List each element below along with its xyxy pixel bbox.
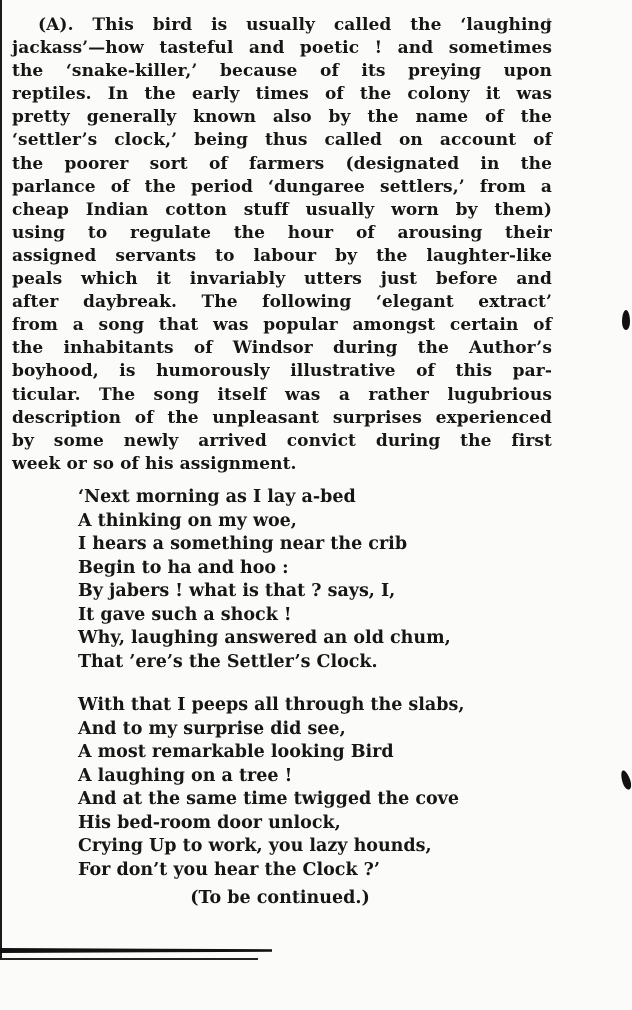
verse-line: Why, laughing answered an old chum, xyxy=(78,628,451,648)
verse-line: A laughing on a tree ! xyxy=(78,765,293,786)
verse-line: And at the same time twigged the cove xyxy=(78,789,459,809)
prose-line: after daybreak. The following ‘elegant extract’ xyxy=(12,292,552,313)
prose-line: from a song that was popular amongst certain of xyxy=(12,315,552,336)
stanza xyxy=(78,486,518,674)
verse-line: His bed-room door unlock, xyxy=(78,812,341,833)
verse-line: And to my surprise did see, xyxy=(78,718,346,739)
verse-line: It gave such a shock ! xyxy=(78,604,292,625)
verse-line: By jabers ! what is that ? says, I, xyxy=(78,581,396,601)
verse-line: That ’ere’s the Settler’s Clock. xyxy=(78,651,378,672)
verse-line: ‘Next morning as I lay a-bed xyxy=(78,487,356,507)
verse-line: A most remarkable looking Bird xyxy=(78,742,394,762)
prose-line: the inhabitants of Windsor during the Author’s xyxy=(12,338,552,359)
prose-line: ticular. The song itself was a rather lugubrious xyxy=(12,384,552,405)
prose-line: reptiles. In the early times of the colony it was xyxy=(12,84,552,105)
prose-line: the poorer sort of farmers (designated in the xyxy=(12,153,552,174)
prose-line: using to regulate the hour of arousing their xyxy=(12,222,552,243)
prose-line: peals which it invariably utters just before and xyxy=(12,269,552,290)
prose-line: the ‘snake-killer,’ because of its preying upon xyxy=(12,61,552,82)
prose-line: ‘settler’s clock,’ being thus called on account of xyxy=(12,130,552,151)
verse-line: For don’t you hear the Clock ?’ xyxy=(78,859,381,880)
prose-line: parlance of the period ‘dungaree settlers,’ from a xyxy=(12,176,552,197)
end-rule xyxy=(0,948,272,953)
prose-line: (A). This bird is usually called the ‘laughing xyxy=(38,15,552,35)
margin-ink-mark xyxy=(622,310,630,330)
prose-line: jackass’—how tasteful and poetic ! and sometimes xyxy=(12,38,552,59)
prose-line: pretty generally known also by the name of the xyxy=(12,107,552,128)
article-footnote xyxy=(12,14,552,476)
verse-line: I hears a something near the crib xyxy=(78,534,408,554)
prose-line: by some newly arrived convict during the first xyxy=(12,430,552,451)
margin-ink-mark xyxy=(619,769,632,790)
prose-line: cheap Indian cotton stuff usually worn by them) xyxy=(12,199,552,220)
verse-line: Begin to ha and hoo : xyxy=(78,557,289,578)
verse-line: Crying Up to work, you lazy hounds, xyxy=(78,836,432,856)
prose-line: week or so of his assignment. xyxy=(12,453,297,474)
end-rule-thin xyxy=(0,958,258,960)
to-be-continued: (To be continued.) xyxy=(190,888,370,908)
prose-line: boyhood, is humorously illustrative of this par- xyxy=(12,361,552,382)
verse-line: With that I peeps all through the slabs, xyxy=(78,695,465,715)
column-rule xyxy=(0,0,2,960)
prose-line: assigned servants to labour by the laughter-like xyxy=(12,245,552,266)
stanza xyxy=(78,694,518,882)
verse-line: A thinking on my woe, xyxy=(78,510,297,531)
song-extract xyxy=(78,486,518,902)
prose-line: description of the unpleasant surprises experienced xyxy=(12,407,552,428)
